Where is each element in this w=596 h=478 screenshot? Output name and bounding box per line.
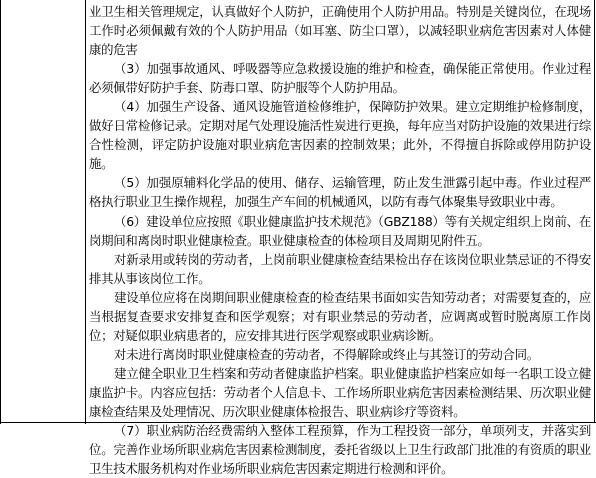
cell-content [89, 2, 591, 478]
paragraph-10: （7）职业病防治经费需纳入整体工程预算，作为工程投资一部分，单项列支，并落实到位。完善作业场所职业病危害因素检测制度，委托省级以上卫生行政部门批准的有资质的职业卫生技术服务机构对作业场所职业病危害因素定期进行检测和评价。 [89, 423, 591, 477]
paragraph-6: 对新录用或转岗的劳动者，上岗前职业健康检查结果检出存在该岗位职业禁忌证的不得安排其从事该岗位工作。 [89, 251, 591, 286]
paragraph-7: 建设单位应将在岗期间职业健康检查的检查结果书面如实告知劳动者；对需要复查的，应当根据复查要求安排复查和医学观察；对有职业禁忌的劳动者，应调离或暂时脱离原工作岗位；对疑似职业病患者的，应安排其进行医学观察或职业病诊断。 [89, 289, 591, 343]
paragraph-9: 建立健全职业卫生档案和劳动者健康监护档案。职业健康监护档案应如每一名职工设立健康监护卡。内容应包括：劳动者个人信息卡、工作场所职业病危害因素检测结果、历次职业健康检查结果及处理情况、历次职业健康体检报告、职业病诊疗等资料。 [89, 365, 591, 419]
column-divider [85, 0, 86, 424]
paragraph-4: （5）加强原辅料化学品的使用、储存、运输管理，防止发生泄露引起中毒。作业过程严格执行职业卫生操作规程，加强生产车间的机械通风，以防有毒气体聚集导致职业中毒。 [89, 175, 591, 210]
paragraph-5: （6）建设单位应按照《职业健康监护技术规范》（GBZ188）等有关规定组织上岗前、在岗期间和离岗时职业健康检查。职业健康检查的体检项目及周期见附件五。 [89, 213, 591, 248]
paragraph-2: （3）加强事故通风、呼吸器等应急救援设施的维护和检查，确保能正常使用。作业过程必须佩带好防护手套、防毒口罩、防护服等个人防护用品。 [89, 61, 591, 96]
paragraph-3: （4）加强生产设备、通风设施管道检修维护，保障防护效果。建立定期维护检修制度，做好日常检修记录。定期对尾气处理设施活性炭进行更换，每年应当对防护设施的效果进行综合性检测，评定防护设施对职业病危害因素的控制效果；此外，不得擅自拆除或停用防护设施。 [89, 99, 591, 172]
table-left-border [0, 0, 1, 424]
paragraph-1: 业卫生相关管理规定，认真做好个人防护，正确使用个人防护用品。特别是关键岗位，在现场工作时必须佩戴有效的个人防护用品（如耳塞、防尘口罩），以减轻职业病危害因素对人体健康的危害 [89, 4, 591, 58]
paragraph-8: 对未进行离岗时职业健康检查的劳动者，不得解除或终止与其签订的劳动合同。 [114, 346, 539, 362]
